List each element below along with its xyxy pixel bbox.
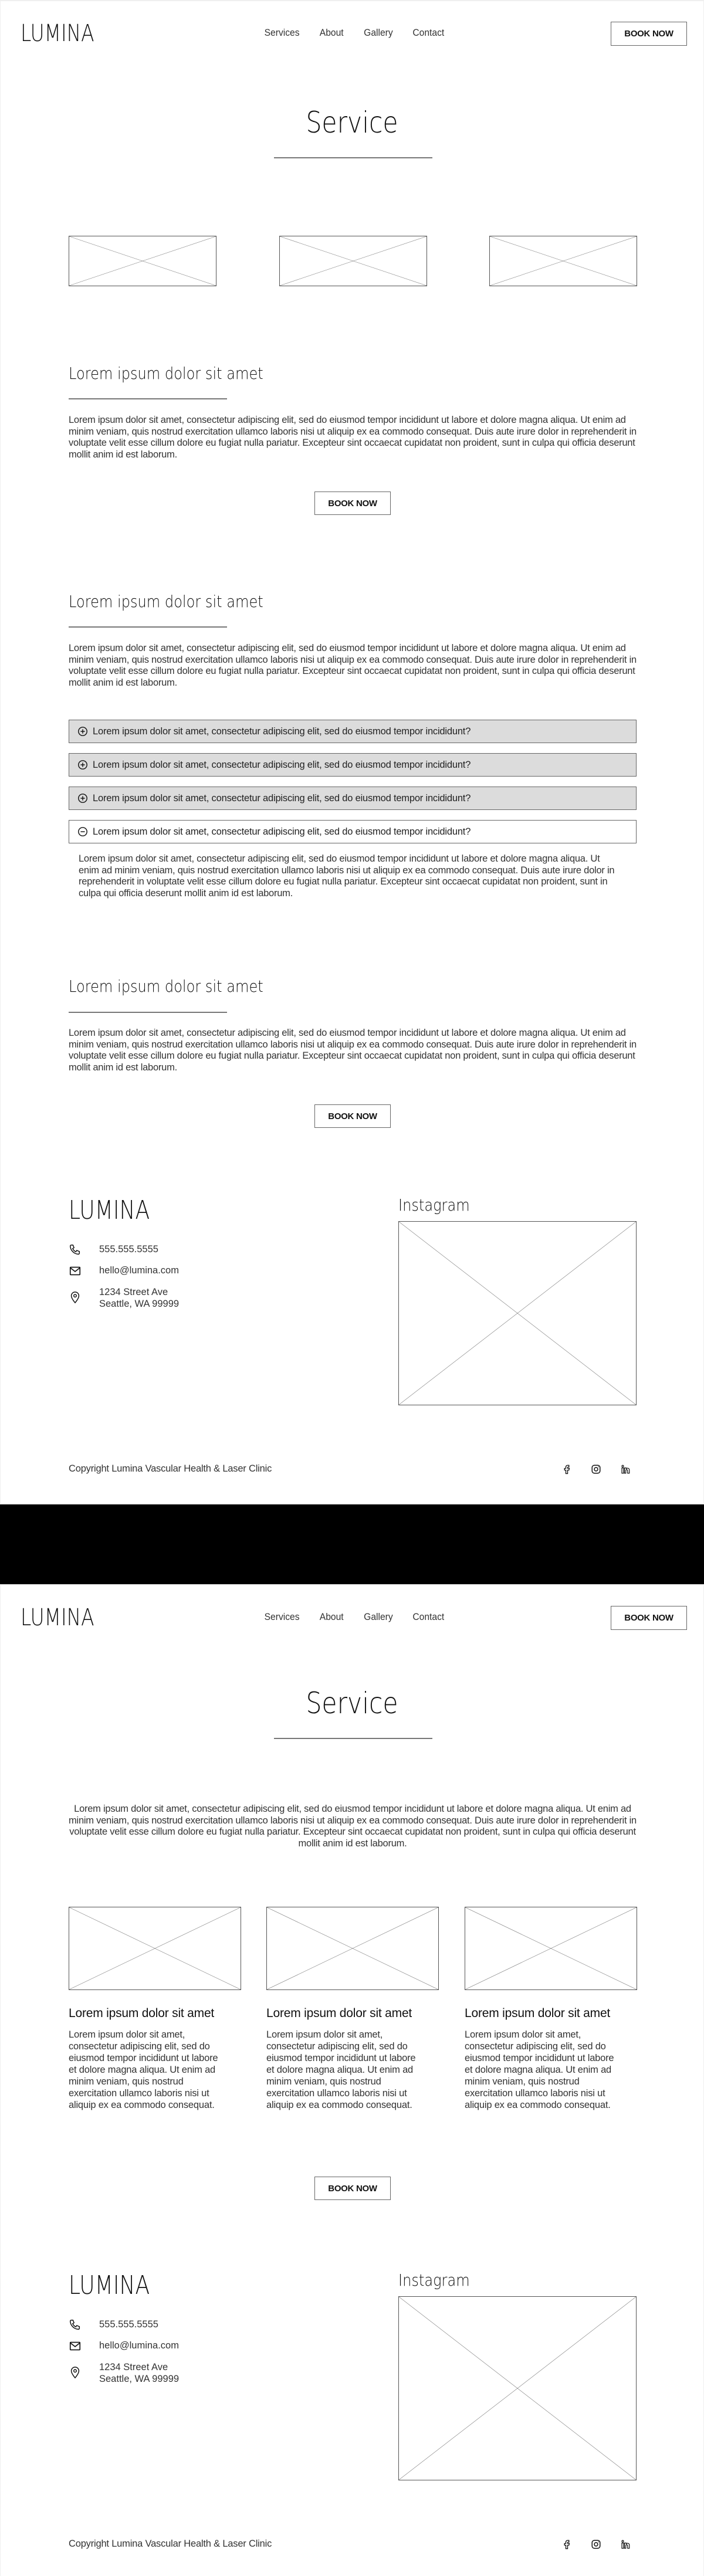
faq-question: Lorem ipsum dolor sit amet, consectetur adipiscing elit, sed do eiusmod tempor incididunt? [93, 826, 471, 837]
book-now-button[interactable]: BOOK NOW [314, 1104, 391, 1128]
page-service-v1 [1, 1, 703, 1503]
nav-item-gallery[interactable]: Gallery [363, 27, 393, 38]
logo[interactable]: LUMINA [21, 20, 94, 47]
faq-item[interactable] [69, 720, 637, 743]
card-title: Lorem ipsum dolor sit amet [69, 2006, 215, 2020]
title-divider [274, 1738, 432, 1739]
section-divider [69, 626, 227, 628]
contact-address [69, 2361, 179, 2385]
address-line-1: 1234 Street Ave [99, 1287, 168, 1297]
faq-item[interactable] [69, 787, 637, 810]
header-book-now-button[interactable]: BOOK NOW [611, 22, 687, 46]
copyright: Copyright Lumina Vascular Health & Laser Clinic [69, 1463, 272, 1474]
section-body: Lorem ipsum dolor sit amet, consectetur adipiscing elit, sed do eiusmod tempor incididunt ut labore et dolore magna aliqua. Ut enim ad minim veniam, quis nostrud exercitation ullamco laboris nisi ut aliquip ex ea commodo consequat. Duis aute irure dolor in reprehenderit in voluptate velit esse cillum dolore eu fugiat nulla pariatur. Excepteur sint occaecat cupidatat non proident, sunt in culpa qui officia deserunt mollit anim id est laborum. [69, 415, 637, 460]
linkedin-icon[interactable] [620, 1464, 631, 1475]
card-title: Lorem ipsum dolor sit amet [465, 2006, 611, 2020]
minus-circle-icon [77, 826, 88, 837]
copyright: Copyright Lumina Vascular Health & Laser Clinic [69, 2538, 272, 2549]
faq-question: Lorem ipsum dolor sit amet, consectetur adipiscing elit, sed do eiusmod tempor incididunt? [93, 726, 471, 737]
footer-logo[interactable]: LUMINA [69, 2270, 150, 2300]
title-divider [274, 157, 432, 158]
address-line-1: 1234 Street Ave [99, 2362, 168, 2372]
email-address[interactable]: hello@lumina.com [99, 2340, 179, 2351]
nav-item-services[interactable]: Services [264, 1611, 300, 1622]
faq-item[interactable] [69, 753, 637, 777]
linkedin-icon[interactable] [620, 2539, 631, 2550]
image-placeholder [266, 1907, 439, 1990]
faq-item-expanded[interactable] [69, 820, 637, 843]
nav-item-about[interactable]: About [319, 1611, 344, 1622]
page-title: Service [306, 106, 398, 140]
image-placeholder [489, 236, 637, 286]
nav-item-gallery[interactable]: Gallery [363, 1611, 393, 1622]
card-text: Lorem ipsum dolor sit amet, consectetur adipiscing elit, sed do eiusmod tempor incididunt ut labore et dolore magna aliqua. Ut enim ad minim veniam, quis nostrud exercitation ullamco laboris nisi ut aliquip ex ea commodo consequat. [266, 2029, 416, 2110]
nav-item-about[interactable]: About [319, 27, 344, 38]
instagram-icon[interactable] [591, 1464, 601, 1475]
location-pin-icon [69, 2366, 82, 2379]
page-separator [0, 1504, 704, 1584]
book-now-button[interactable]: BOOK NOW [314, 492, 391, 515]
page-service-v2 [1, 1585, 703, 2576]
intro-text: Lorem ipsum dolor sit amet, consectetur adipiscing elit, sed do eiusmod tempor incididunt ut labore et dolore magna aliqua. Ut enim ad minim veniam, quis nostrud exercitation ullamco laboris nisi ut aliquip ex ea commodo consequat. Duis aute irure dolor in reprehenderit in voluptate velit esse cillum dolore eu fugiat nulla pariatur. Excepteur sint occaecat cupidatat non proident, sunt in culpa qui officia deserunt mollit anim id est laborum. [69, 1804, 637, 1849]
image-placeholder [69, 1907, 241, 1990]
instagram-title: Instagram [398, 2270, 470, 2290]
card-text: Lorem ipsum dolor sit amet, consectetur adipiscing elit, sed do eiusmod tempor incididunt ut labore et dolore magna aliqua. Ut enim ad minim veniam, quis nostrud exercitation ullamco laboris nisi ut aliquip ex ea commodo consequat. [465, 2029, 614, 2110]
contact-address [69, 1286, 179, 1310]
location-pin-icon [69, 1291, 82, 1304]
section-divider [69, 398, 227, 399]
page-title: Service [306, 1686, 398, 1720]
plus-circle-icon [77, 726, 88, 737]
phone-number[interactable]: 555.555.5555 [99, 2319, 158, 2330]
card-text: Lorem ipsum dolor sit amet, consectetur adipiscing elit, sed do eiusmod tempor incididunt ut labore et dolore magna aliqua. Ut enim ad minim veniam, quis nostrud exercitation ullamco laboris nisi ut aliquip ex ea commodo consequat. [69, 2029, 218, 2110]
phone-number[interactable]: 555.555.5555 [99, 1244, 158, 1255]
section-heading: Lorem ipsum dolor sit amet [69, 977, 263, 996]
faq-question: Lorem ipsum dolor sit amet, consectetur adipiscing elit, sed do eiusmod tempor incididunt? [93, 792, 471, 804]
book-now-button[interactable]: BOOK NOW [314, 2177, 391, 2200]
header-book-now-button[interactable]: BOOK NOW [611, 1606, 687, 1630]
footer-logo[interactable]: LUMINA [69, 1195, 150, 1225]
contact-phone [69, 2319, 158, 2331]
nav-item-contact[interactable]: Contact [412, 1611, 445, 1622]
card-title: Lorem ipsum dolor sit amet [266, 2006, 412, 2020]
instagram-feed-placeholder[interactable] [398, 1221, 637, 1405]
address-block [99, 2361, 179, 2385]
mail-icon [69, 1265, 82, 1277]
section-heading: Lorem ipsum dolor sit amet [69, 364, 263, 383]
instagram-feed-placeholder[interactable] [398, 2296, 637, 2480]
image-placeholder [69, 236, 216, 286]
phone-icon [69, 1243, 82, 1256]
main-nav [263, 27, 463, 39]
address-line-2: Seattle, WA 99999 [99, 1299, 180, 1309]
contact-email [69, 2340, 179, 2353]
section-divider [69, 1012, 227, 1013]
contact-phone [69, 1243, 158, 1256]
image-placeholder [279, 236, 427, 286]
social-links [561, 1464, 631, 1475]
instagram-icon[interactable] [591, 2539, 601, 2550]
instagram-title: Instagram [398, 1195, 470, 1215]
logo[interactable]: LUMINA [21, 1604, 94, 1631]
contact-email [69, 1265, 179, 1277]
address-block [99, 1286, 179, 1310]
facebook-icon[interactable] [561, 1464, 572, 1475]
facebook-icon[interactable] [561, 2539, 572, 2550]
plus-circle-icon [77, 793, 88, 804]
faq-intro: Lorem ipsum dolor sit amet, consectetur adipiscing elit, sed do eiusmod tempor incididunt ut labore et dolore magna aliqua. Ut enim ad minim veniam, quis nostrud exercitation ullamco laboris nisi ut aliquip ex ea commodo consequat. Duis aute irure dolor in reprehenderit in voluptate velit esse cillum dolore eu fugiat nulla pariatur. Excepteur sint occaecat cupidatat non proident, sunt in culpa qui officia deserunt mollit anim id est laborum. [69, 643, 637, 688]
plus-circle-icon [77, 760, 88, 770]
main-nav [263, 1611, 463, 1623]
nav-item-services[interactable]: Services [264, 27, 300, 38]
faq-question: Lorem ipsum dolor sit amet, consectetur adipiscing elit, sed do eiusmod tempor incididunt? [93, 759, 471, 770]
mail-icon [69, 2340, 82, 2353]
address-line-2: Seattle, WA 99999 [99, 2374, 180, 2384]
faq-heading: Lorem ipsum dolor sit amet [69, 592, 263, 611]
image-placeholder [465, 1907, 637, 1990]
phone-icon [69, 2319, 82, 2331]
section-body: Lorem ipsum dolor sit amet, consectetur adipiscing elit, sed do eiusmod tempor incididunt ut labore et dolore magna aliqua. Ut enim ad minim veniam, quis nostrud exercitation ullamco laboris nisi ut aliquip ex ea commodo consequat. Duis aute irure dolor in reprehenderit in voluptate velit esse cillum dolore eu fugiat nulla pariatur. Excepteur sint occaecat cupidatat non proident, sunt in culpa qui officia deserunt mollit anim id est laborum. [69, 1028, 637, 1073]
email-address[interactable]: hello@lumina.com [99, 1265, 179, 1276]
faq-answer: Lorem ipsum dolor sit amet, consectetur adipiscing elit, sed do eiusmod tempor incididunt ut labore et dolore magna aliqua. Ut enim ad minim veniam, quis nostrud exercitation ullamco laboris nisi ut aliquip ex ea commodo consequat. Duis aute irure dolor in reprehenderit in voluptate velit esse cillum dolore eu fugiat nulla pariatur. Excepteur sint occaecat cupidatat non proident, sunt in culpa qui officia deserunt mollit anim id est laborum. [79, 853, 615, 899]
nav-item-contact[interactable]: Contact [412, 27, 445, 38]
social-links [561, 2539, 631, 2550]
